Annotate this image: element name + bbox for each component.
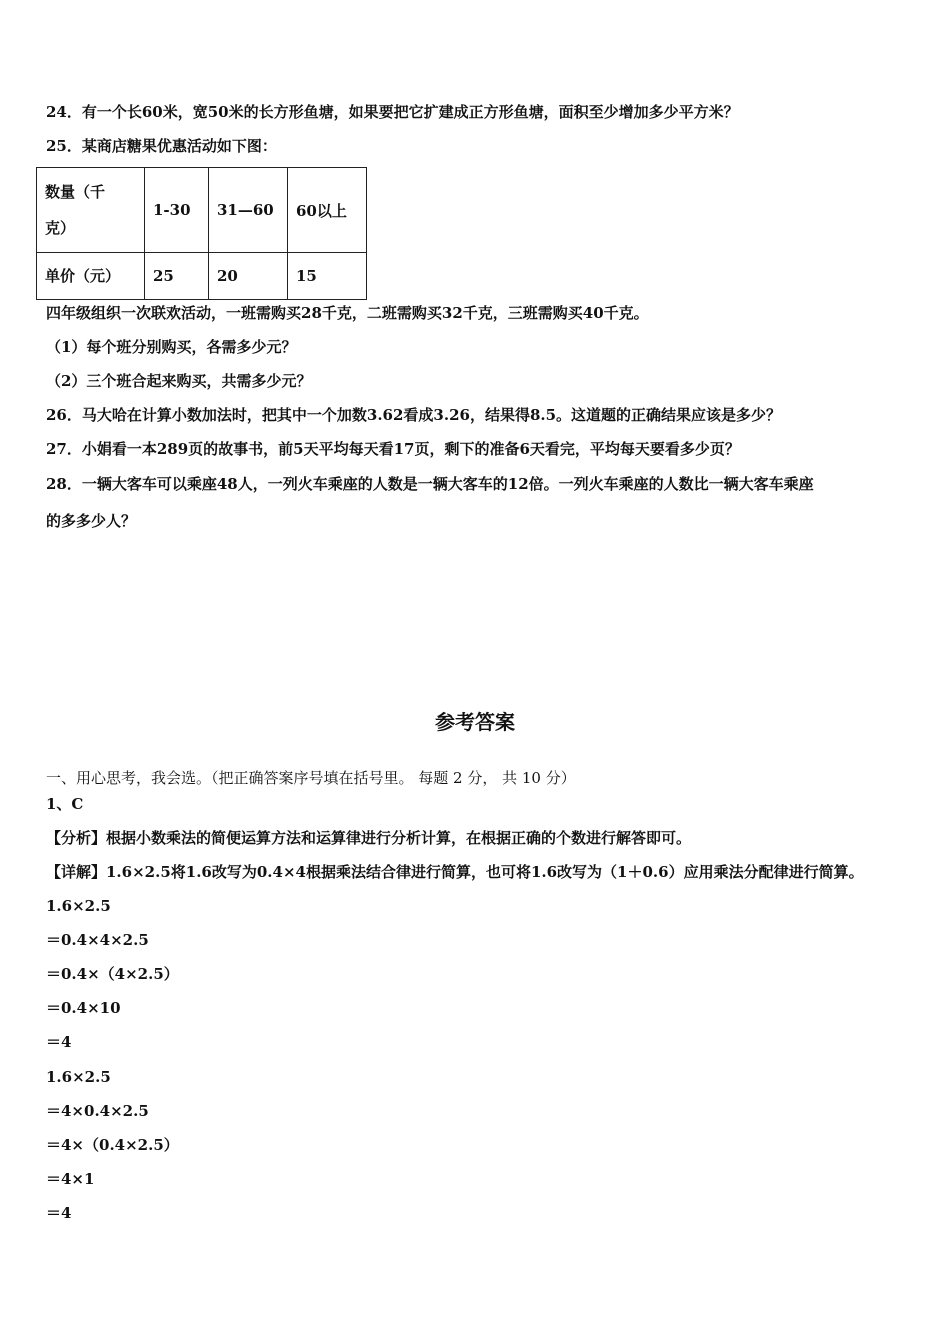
range-cell: 31—60 xyxy=(209,168,288,253)
question-28-line1: 28．一辆大客车可以乘座48人，一列火车乘座的人数是一辆大客车的12倍。一列火车乘座的人数比一辆大客车乘座 xyxy=(46,475,814,493)
question-25: 25．某商店糖果优惠活动如下图： xyxy=(46,137,277,155)
answer-detail: 【详解】1.6×2.5将1.6改写为0.4×4根据乘法结合律进行简算，也可将1.6改写为（1＋0.6）应用乘法分配律进行简算。 xyxy=(46,863,864,881)
question-28-line2: 的多多少人？ xyxy=(46,512,137,530)
question-25-sub2: （2）三个班合起来购买，共需多少元？ xyxy=(46,372,312,390)
question-24: 24．有一个长60米，宽50米的长方形鱼塘，如果要把它扩建成正方形鱼塘，面积至少增加多少平方米？ xyxy=(46,103,739,121)
calc-step: ＝0.4×（4×2.5） xyxy=(46,965,179,983)
promo-price-table xyxy=(36,167,367,300)
calc-step: ＝4×1 xyxy=(46,1170,95,1188)
calc-step: ＝4×0.4×2.5 xyxy=(46,1102,149,1120)
answer-item-1: 1、C xyxy=(46,795,84,813)
calc-step: ＝0.4×10 xyxy=(46,999,121,1017)
question-25-description: 四年级组织一次联欢活动，一班需购买28千克，二班需购买32千克，三班需购买40千克。 xyxy=(46,304,649,322)
table-row xyxy=(37,253,367,300)
calc-step: 1.6×2.5 xyxy=(46,1068,111,1086)
price-cell: 25 xyxy=(145,253,209,300)
answers-title: 参考答案 xyxy=(435,710,515,734)
quantity-header-line1: 数量（千 xyxy=(45,183,106,201)
price-header-cell: 单价（元） xyxy=(37,253,145,300)
calc-step: ＝0.4×4×2.5 xyxy=(46,931,149,949)
calc-step: 1.6×2.5 xyxy=(46,897,111,915)
range-cell: 60以上 xyxy=(288,168,367,253)
price-cell: 20 xyxy=(209,253,288,300)
question-26: 26．马大哈在计算小数加法时，把其中一个加数3.62看成3.26，结果得8.5。这道题的正确结果应该是多少？ xyxy=(46,406,782,424)
answers-section-heading: 一、用心思考，我会选。（把正确答案序号填在括号里。 每题 2 分， 共 10 分） xyxy=(46,769,576,787)
quantity-header-cell xyxy=(37,168,145,253)
calc-step: ＝4 xyxy=(46,1033,72,1051)
range-cell: 1-30 xyxy=(145,168,209,253)
question-27: 27．小娟看一本289页的故事书，前5天平均每天看17页，剩下的准备6天看完，平均每天要看多少页？ xyxy=(46,440,740,458)
calc-step: ＝4×（0.4×2.5） xyxy=(46,1136,179,1154)
price-cell: 15 xyxy=(288,253,367,300)
table-row xyxy=(37,168,367,253)
question-25-sub1: （1）每个班分别购买，各需多少元？ xyxy=(46,338,297,356)
calc-step: ＝4 xyxy=(46,1204,72,1222)
answer-analysis: 【分析】根据小数乘法的简便运算方法和运算律进行分析计算，在根据正确的个数进行解答即可。 xyxy=(46,829,692,847)
quantity-header-line2: 克） xyxy=(45,219,76,237)
